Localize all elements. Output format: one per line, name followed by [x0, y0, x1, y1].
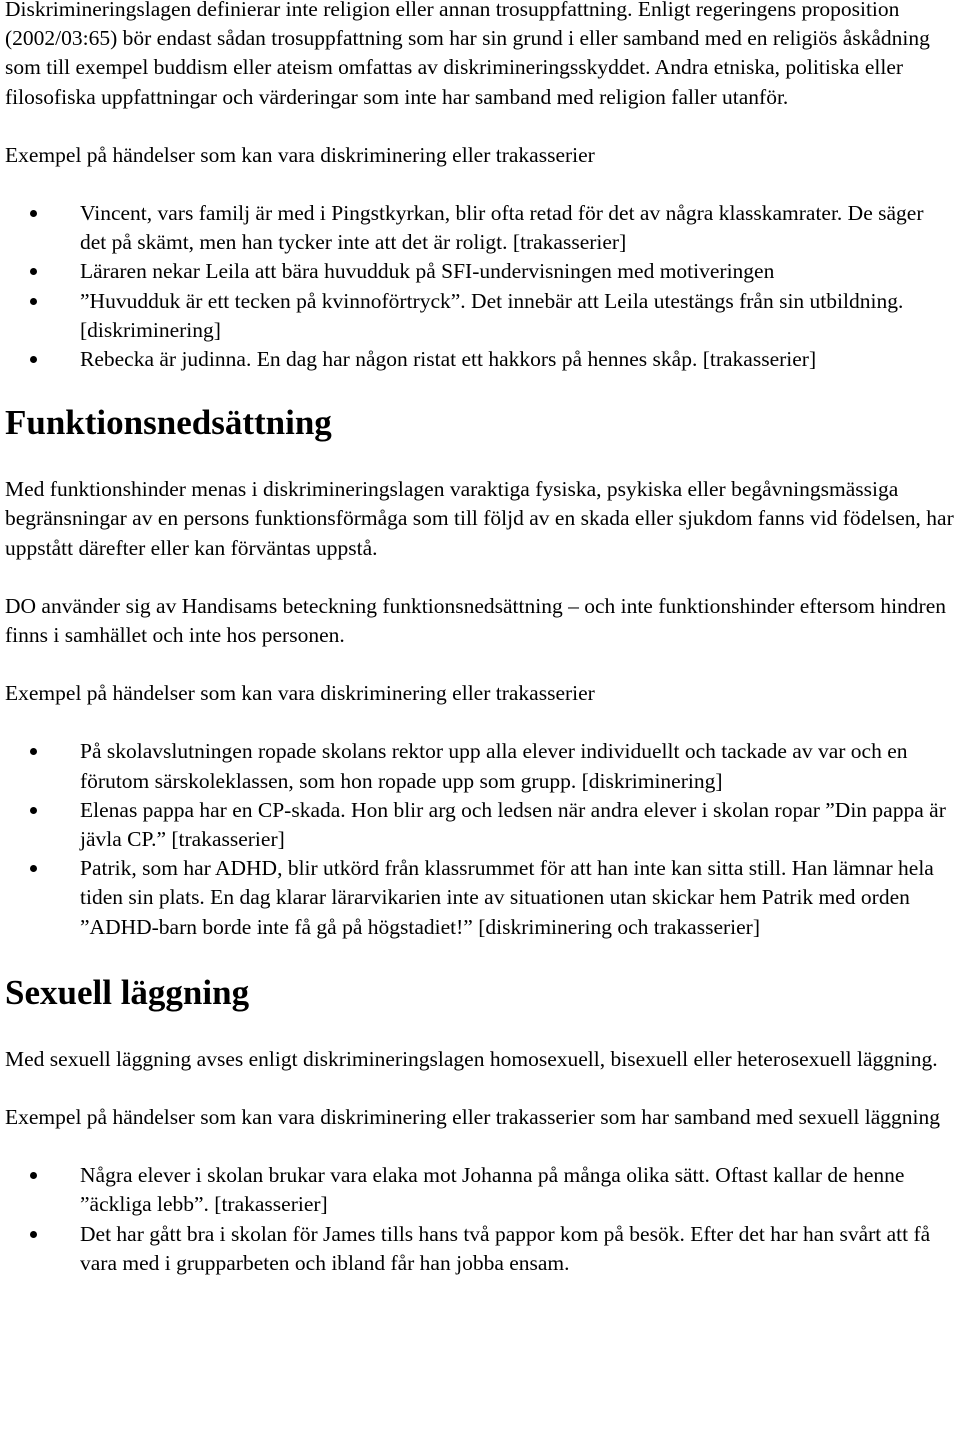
funktion-examples-heading: Exempel på händelser som kan vara diskriminering eller trakasserier [5, 681, 595, 706]
list-item-text: Vincent, vars familj är med i Pingstkyrkan, blir ofta retad för det av några klasskamrater. De säger det på skämt, men han tycker inte att det är roligt. [trakasserier] [80, 201, 924, 255]
sexuell-heading: Sexuell läggning [5, 972, 250, 1012]
funktion-examples-list [5, 737, 955, 941]
bullet-icon [30, 268, 37, 275]
document-page [5, 0, 955, 1278]
list-item-text: Rebecka är judinna. En dag har någon ristat ett hakkors på hennes skåp. [trakasserier] [80, 347, 817, 372]
bullet-icon [30, 356, 37, 363]
religion-intro-paragraph: Diskrimineringslagen definierar inte religion eller annan trosuppfattning. Enligt regeringens proposition (2002/03:65) bör endast sådan trosuppfattning som har sin grund i eller samband med en religiös åskådning som till exempel buddism eller ateism omfattas av diskrimineringsskyddet. Andra etniska, politiska eller filosofiska uppfattningar och värderingar som inte har samband med religion faller utanför. [5, 0, 930, 109]
funktion-paragraph-1: Med funktionshinder menas i diskrimineringslagen varaktiga fysiska, psykiska eller begåvningsmässiga begränsningar av en persons funktionsförmåga som till följd av en skada eller sjukdom fanns vid födelsen, har uppstått därefter eller kan förväntas uppstå. [5, 477, 954, 560]
list-item [5, 1220, 955, 1278]
bullet-icon [30, 1172, 37, 1179]
list-item-text: Det har gått bra i skolan för James tills hans två pappor kom på besök. Efter det har han svårt att få vara med i grupparbeten och ibland får han jobba ensam. [80, 1221, 931, 1275]
bullet-icon [30, 298, 37, 305]
list-item-text: Patrik, som har ADHD, blir utkörd från klassrummet för att han inte kan sitta still. Han lämnar hela tiden sin plats. En dag klarar lärarvikarien inte av situationen utan skickar hem Patrik med orden ”ADHD-barn borde inte få gå på högstadiet!” [diskriminering och trakasserier] [80, 856, 934, 939]
sexuell-examples-heading: Exempel på händelser som kan vara diskriminering eller trakasserier som har samband med sexuell läggning [5, 1105, 940, 1130]
list-item [5, 854, 955, 942]
list-item [5, 345, 955, 374]
list-item [5, 737, 955, 795]
religion-examples-list [5, 199, 955, 374]
religion-examples-heading: Exempel på händelser som kan vara diskriminering eller trakasserier [5, 142, 595, 167]
bullet-icon [30, 1231, 37, 1238]
bullet-icon [30, 807, 37, 814]
list-item-text: Läraren nekar Leila att bära huvudduk på SFI-undervisningen med motiveringen [80, 259, 775, 284]
list-item-text: På skolavslutningen ropade skolans rektor upp alla elever individuellt och tackade av var och en förutom särskoleklassen, som hon ropade upp som grupp. [diskriminering] [80, 739, 908, 793]
bullet-icon [30, 865, 37, 872]
list-item [5, 199, 955, 257]
list-item [5, 257, 955, 286]
sexuell-paragraph: Med sexuell läggning avses enligt diskrimineringslagen homosexuell, bisexuell eller heterosexuell läggning. [5, 1046, 938, 1071]
funktion-heading: Funktionsnedsättning [5, 403, 332, 443]
list-item [5, 287, 955, 345]
funktion-paragraph-2: DO använder sig av Handisams beteckning funktionsnedsättning – och inte funktionshinder eftersom hindren finns i samhället och inte hos personen. [5, 593, 947, 648]
bullet-icon [30, 210, 37, 217]
list-item-text: ”Huvudduk är ett tecken på kvinnoförtryck”. Det innebär att Leila utestängs från sin utbildning. [diskriminering] [80, 288, 904, 342]
bullet-icon [30, 748, 37, 755]
list-item [5, 1161, 955, 1219]
sexuell-examples-list [5, 1161, 955, 1278]
list-item-text: Elenas pappa har en CP-skada. Hon blir arg och ledsen när andra elever i skolan ropar ”Din pappa är jävla CP.” [trakasserier] [80, 797, 946, 852]
list-item-text: Några elever i skolan brukar vara elaka mot Johanna på många olika sätt. Oftast kallar de henne ”äckliga lebb”. [trakasserier] [80, 1163, 905, 1217]
list-item [5, 796, 955, 854]
